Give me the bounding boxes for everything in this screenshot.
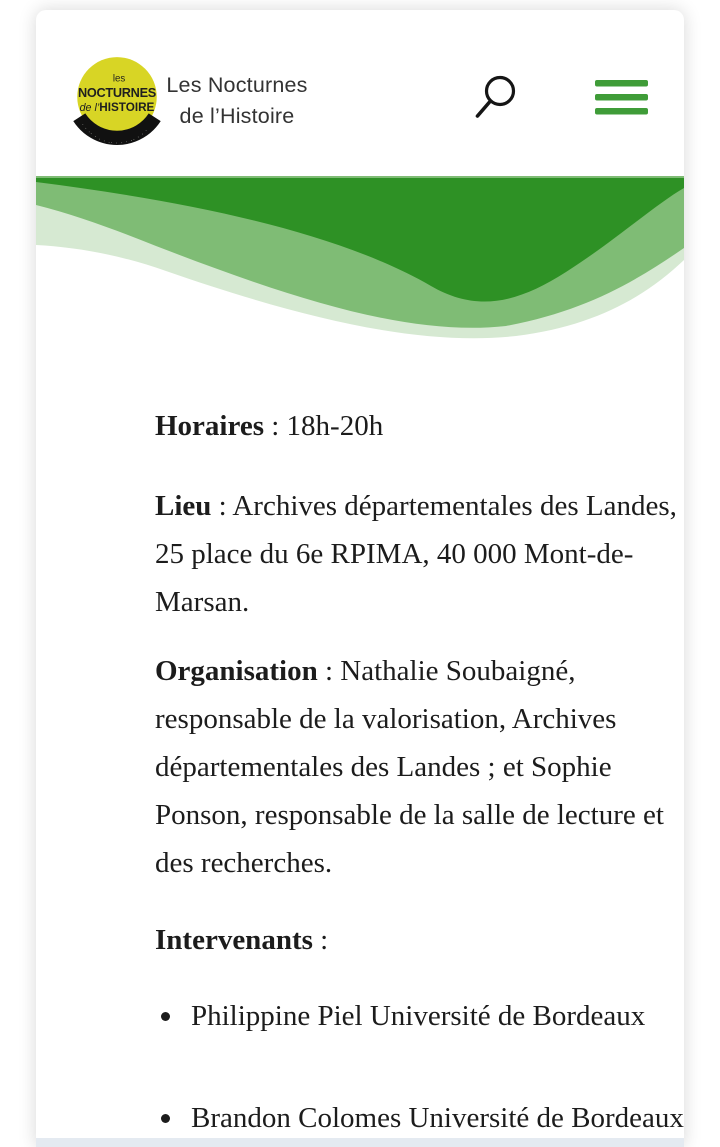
speaker-list-item xyxy=(155,992,645,1040)
site-title-line1: Les Nocturnes xyxy=(166,73,308,97)
organisation-line3: départementales des Landes ; et Sophie xyxy=(155,751,612,783)
speaker-name: Brandon Colomes Université de Bordeaux xyxy=(191,1102,684,1134)
speaker-list-item xyxy=(155,1094,684,1142)
organisation-label: Organisation xyxy=(155,655,318,687)
organisation-line4: Ponson, responsable de la salle de lecture et xyxy=(155,799,664,831)
site-title[interactable] xyxy=(154,70,320,132)
lieu-line3: Marsan. xyxy=(155,586,250,618)
speaker-name: Philippine Piel Université de Bordeaux xyxy=(191,1000,646,1032)
intervenants-heading xyxy=(155,916,328,964)
intervenants-colon: : xyxy=(312,924,329,956)
bottom-scrollbar-track[interactable] xyxy=(36,1138,684,1147)
intervenants-label: Intervenants xyxy=(155,924,313,956)
horaires-paragraph xyxy=(155,402,383,450)
menu-button[interactable] xyxy=(595,80,648,115)
search-button[interactable] xyxy=(473,71,521,123)
disc-bullet-icon xyxy=(161,1012,170,1021)
organisation-line2: responsable de la valorisation, Archives xyxy=(155,703,617,735)
logo-word-histoire: de l’HISTOIRE xyxy=(79,101,155,115)
lieu-paragraph xyxy=(155,482,677,626)
disc-bullet-icon xyxy=(161,1114,170,1123)
page-card xyxy=(36,10,684,1147)
search-icon xyxy=(478,78,514,117)
site-title-line2: de l’Histoire xyxy=(179,104,295,128)
hamburger-icon xyxy=(595,80,648,115)
organisation-line1: : Nathalie Soubaigné, xyxy=(317,655,576,687)
horaires-value: : 18h-20h xyxy=(264,410,384,442)
wave-decoration xyxy=(36,176,684,356)
organisation-paragraph xyxy=(155,647,664,887)
lieu-line2: 25 place du 6e RPIMA, 40 000 Mont-de- xyxy=(155,538,634,570)
lieu-label: Lieu xyxy=(155,490,212,522)
organisation-line5: des recherches. xyxy=(155,847,333,879)
logo-ribbon-text: · · ·· · · · ·· · · · ·· · · · xyxy=(79,122,150,147)
horaires-label: Horaires xyxy=(155,410,264,442)
lieu-line1: : Archives départementales des Landes, xyxy=(211,490,677,522)
logo-word-nocturnes: NOCTURNES xyxy=(78,84,156,100)
logo-word-les: les xyxy=(112,73,126,85)
site-logo[interactable] xyxy=(66,50,168,156)
